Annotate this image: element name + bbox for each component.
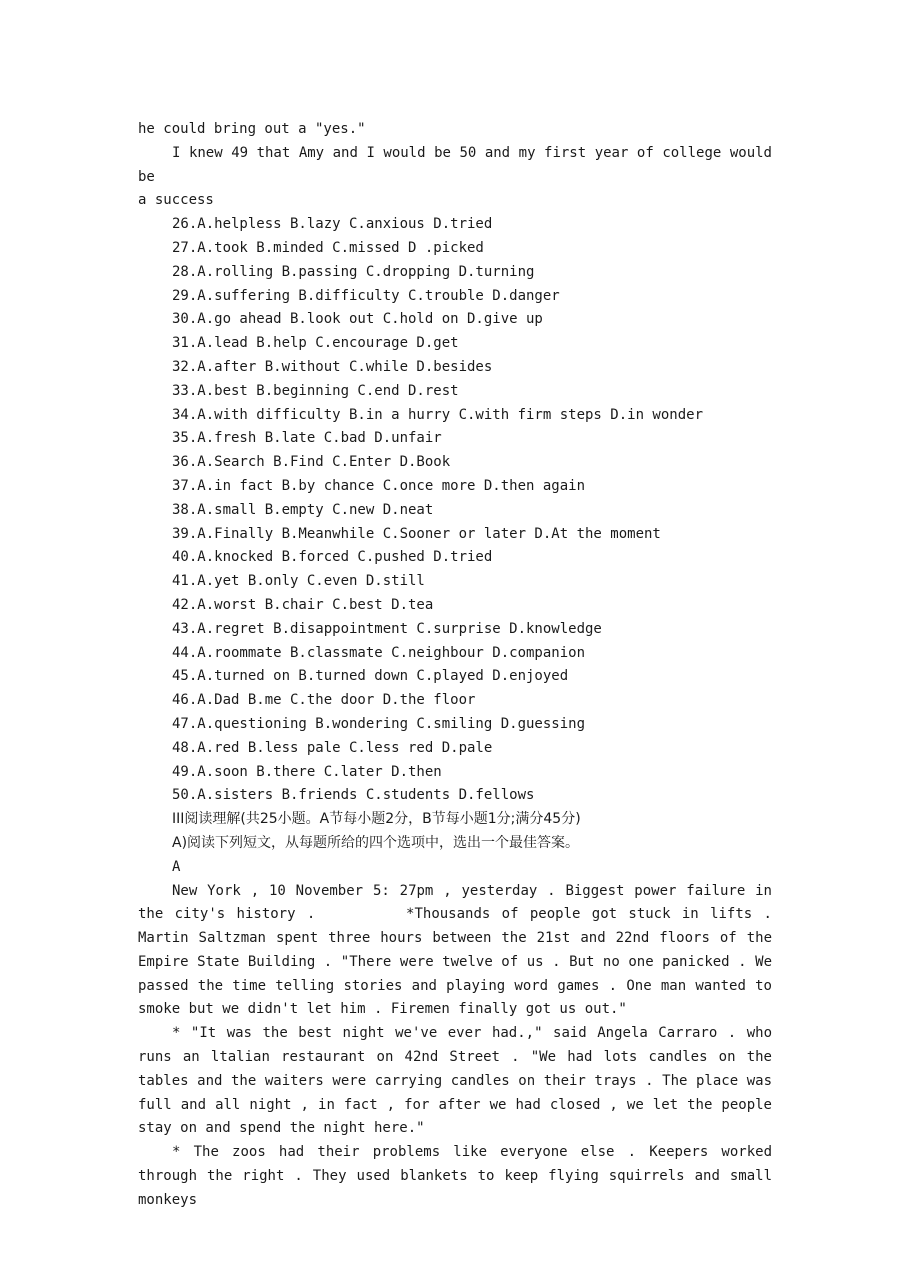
passage-paragraph-2: * "It was the best night we've ever had.," said Angela Carraro . who runs an ltalian restaurant on 42nd Street . "We had lots candles on the tables and the waiters were carrying candles on their trays . The place was full and all night , in fact , for after we had closed , we let the people stay on and spend the night here." bbox=[138, 1025, 781, 1137]
option-line-35: 35.A.fresh B.late C.bad D.unfair bbox=[172, 430, 442, 447]
paragraph-line: a success bbox=[138, 192, 214, 209]
option-line-41: 41.A.yet B.only C.even D.still bbox=[172, 573, 425, 590]
option-line-36: 36.A.Search B.Find C.Enter D.Book bbox=[172, 454, 451, 471]
option-line-31: 31.A.lead B.help C.encourage D.get bbox=[172, 335, 459, 352]
passage-paragraph-3: * The zoos had their problems like everyone else . Keepers worked through the right . They used blankets to keep flying squirrels and small monkeys bbox=[138, 1144, 781, 1208]
option-line-42: 42.A.worst B.chair C.best D.tea bbox=[172, 596, 434, 613]
section-heading: III阅读理解(共25小题。A节每小题2分，B节每小题1分;满分45分) bbox=[172, 811, 581, 828]
option-line-29: 29.A.suffering B.difficulty C.trouble D.danger bbox=[172, 287, 560, 304]
option-line-49: 49.A.soon B.there C.later D.then bbox=[172, 763, 442, 780]
paragraph-line: I knew 49 that Amy and I would be 50 and my first year of college would be bbox=[138, 144, 781, 185]
answer-options-list bbox=[138, 213, 772, 808]
section-instruction: A)阅读下列短文，从每题所给的四个选项中，选出一个最佳答案。 bbox=[172, 834, 580, 851]
option-line-44: 44.A.roommate B.classmate C.neighbour D.companion bbox=[172, 644, 586, 661]
option-line-50: 50.A.sisters B.friends C.students D.fellows bbox=[172, 787, 535, 804]
option-line-39: 39.A.Finally B.Meanwhile C.Sooner or later D.At the moment bbox=[172, 525, 661, 542]
option-line-28: 28.A.rolling B.passing C.dropping D.turning bbox=[172, 263, 535, 280]
option-line-45: 45.A.turned on B.turned down C.played D.enjoyed bbox=[172, 668, 569, 685]
option-line-48: 48.A.red B.less pale C.less red D.pale bbox=[172, 739, 493, 756]
option-line-46: 46.A.Dad B.me C.the door D.the floor bbox=[172, 692, 476, 709]
option-line-40: 40.A.knocked B.forced C.pushed D.tried bbox=[172, 549, 493, 566]
passage-paragraph-1: New York , 10 November 5: 27pm , yesterday . Biggest power failure in the city's history . *Thousands of people got stuck in lifts . Martin Saltzman spent three hours between the 21st and 22nd floors of the Empire State Building . "There were twelve of us . But no one panicked . We passed the time telling stories and playing word games . One man wanted to smoke but we didn't let him . Firemen finally got us out." bbox=[138, 882, 781, 1018]
option-line-33: 33.A.best B.beginning C.end D.rest bbox=[172, 382, 459, 399]
option-line-43: 43.A.regret B.disappointment C.surprise D.knowledge bbox=[172, 620, 602, 637]
option-line-26: 26.A.helpless B.lazy C.anxious D.tried bbox=[172, 216, 493, 233]
passage-label: A bbox=[172, 858, 181, 875]
continuation-line: he could bring out a "yes." bbox=[138, 121, 366, 137]
option-line-47: 47.A.questioning B.wondering C.smiling D.guessing bbox=[172, 715, 586, 732]
option-line-38: 38.A.small B.empty C.new D.neat bbox=[172, 501, 434, 518]
option-line-32: 32.A.after B.without C.while D.besides bbox=[172, 358, 493, 375]
option-line-30: 30.A.go ahead B.look out C.hold on D.give up bbox=[172, 311, 543, 328]
option-line-34: 34.A.with difficulty B.in a hurry C.with firm steps D.in wonder bbox=[172, 406, 704, 423]
option-line-27: 27.A.took B.minded C.missed D .picked bbox=[172, 239, 484, 256]
document-page bbox=[138, 118, 781, 1213]
option-line-37: 37.A.in fact B.by chance C.once more D.then again bbox=[172, 477, 586, 494]
